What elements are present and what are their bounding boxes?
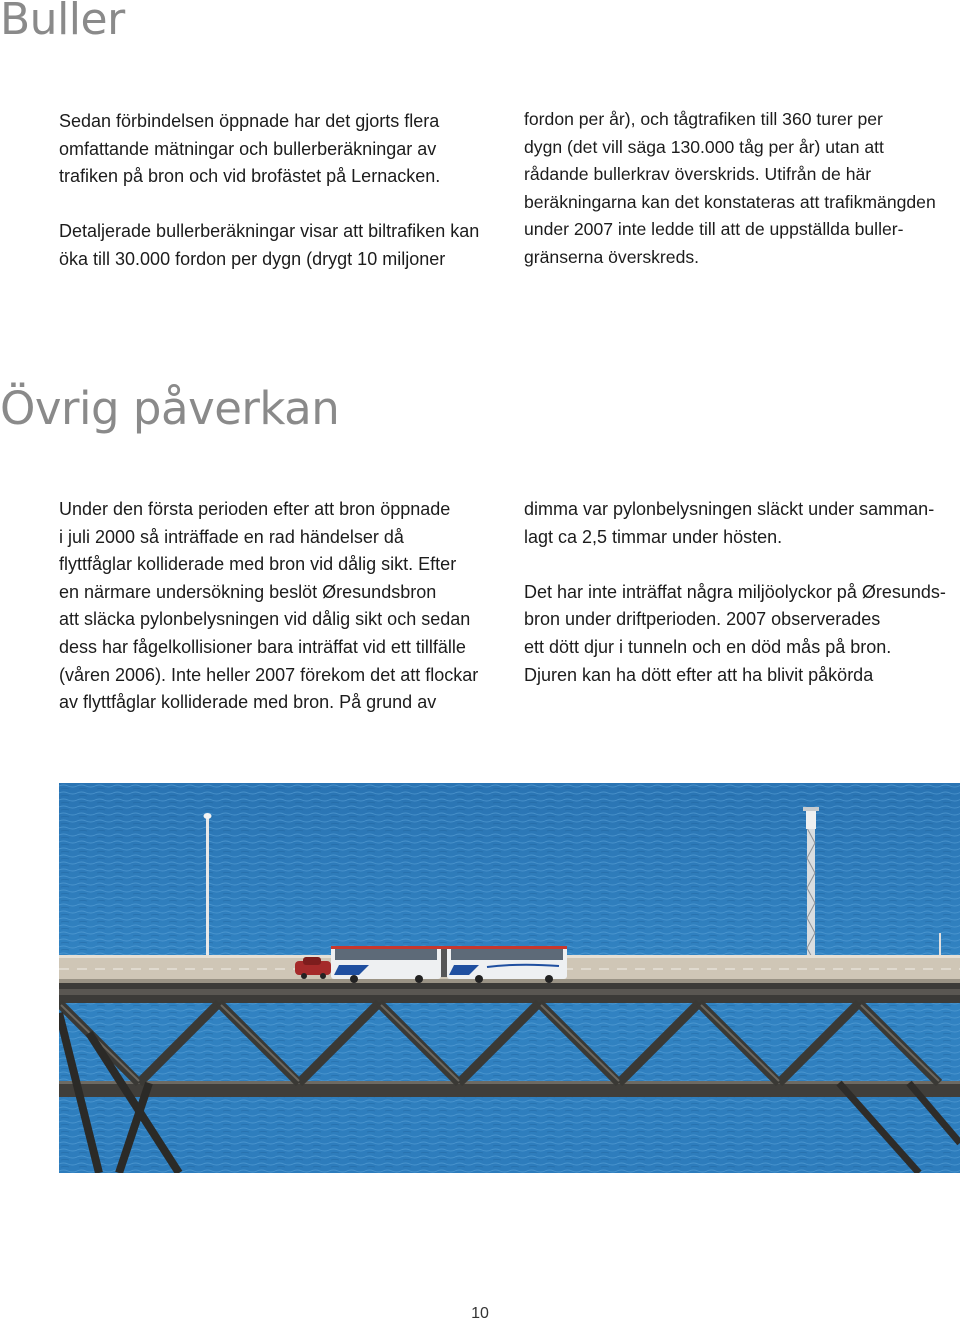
bridge-photo xyxy=(59,783,960,1173)
text-line: öka till 30.000 fordon per dygn (drygt 10 miljoner xyxy=(59,248,446,269)
noise-text-left-column xyxy=(59,108,499,273)
page-number: 10 xyxy=(471,1305,489,1322)
text-line: Under den första perioden efter att bron öppnade xyxy=(59,499,451,519)
text-line: i juli 2000 så inträffade en rad händelser då xyxy=(59,526,404,547)
text-line: Det har inte inträffat några miljöolyckor på Øresunds- xyxy=(524,581,946,602)
text-line: trafiken på bron och vid brofästet på Lernacken. xyxy=(59,166,441,186)
other-impact-text-left-column xyxy=(59,496,499,717)
text-line: gränserna överskreds. xyxy=(524,246,700,267)
text-line: omfattande mätningar och bullerberäkningar av xyxy=(59,138,437,159)
text-line xyxy=(524,551,960,579)
noise-text-right-column xyxy=(524,106,960,272)
text-line: en närmare undersökning beslöt Øresundsbron xyxy=(59,581,437,602)
text-line xyxy=(59,191,499,219)
text-line: att släcka pylonbelysningen vid dålig sikt och sedan xyxy=(59,609,471,630)
other-impact-text-right-column xyxy=(524,496,960,689)
bus xyxy=(331,946,567,983)
text-line: dess har fågelkollisioner bara inträffat vid ett tillfälle xyxy=(59,636,466,657)
section-heading-other-impact: Övrig påverkan xyxy=(0,382,340,435)
text-line: Djuren kan ha dött efter att ha blivit påkörda xyxy=(524,664,874,685)
text-line: Detaljerade bullerberäkningar visar att biltrafiken kan xyxy=(59,221,480,241)
text-line: beräkningarna kan det konstateras att trafikmängden xyxy=(524,191,936,212)
text-line: av flyttfåglar kolliderade med bron. På grund av xyxy=(59,692,437,713)
text-line: lagt ca 2,5 timmar under hösten. xyxy=(524,526,783,547)
text-line: Sedan förbindelsen öppnade har det gjorts flera xyxy=(59,111,440,131)
text-line: bron under driftperioden. 2007 observerades xyxy=(524,609,881,630)
text-line: fordon per år), och tågtrafiken till 360 turer per xyxy=(524,109,883,129)
text-line: flyttfåglar kolliderade med bron vid dålig sikt. Efter xyxy=(59,554,457,575)
text-line: (våren 2006). Inte heller 2007 förekom det att flockar xyxy=(59,664,479,685)
section-heading-noise: Buller xyxy=(0,0,125,45)
text-line: dygn (det vill säga 130.000 tåg per år) utan att xyxy=(524,136,884,157)
text-line: dimma var pylonbelysningen släckt under samman- xyxy=(524,499,935,519)
text-line: rådande bullerkrav överskrids. Utifrån de här xyxy=(524,164,872,185)
text-line: ett dött djur i tunneln och en död mås på bron. xyxy=(524,636,892,657)
text-line: under 2007 inte ledde till att de uppställda buller- xyxy=(524,219,904,240)
